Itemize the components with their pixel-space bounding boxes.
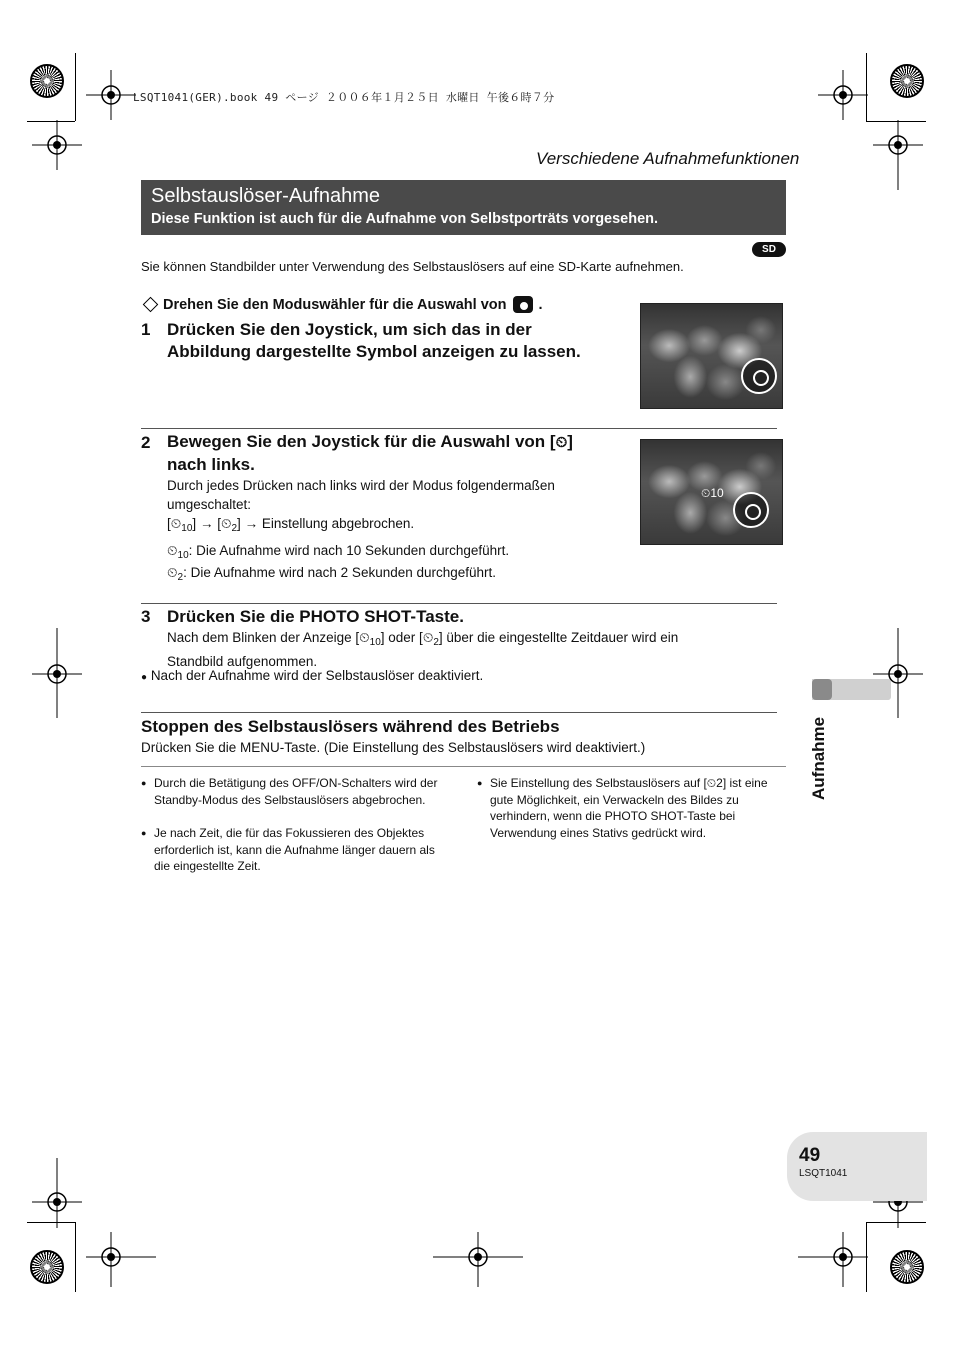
diamond-icon (143, 297, 159, 313)
timer-overlay-value: 10 (710, 486, 724, 500)
step-3-desc-line-1: Nach dem Blinken der Anzeige $[⏲_{10}]$ oder $[⏲_2]$ über die eingestellte Zeitdauer wird ein (167, 630, 679, 648)
registration-rosette (890, 1250, 924, 1284)
note-item (477, 775, 787, 841)
note-item (141, 775, 451, 808)
note-text: Durch die Betätigung des OFF/ON-Schalters wird der Standby-Modus des Selbstauslösers abgebrochen. (154, 776, 438, 807)
lcd-photo-2 (640, 439, 783, 545)
timer-icon: ⏲ (220, 516, 232, 531)
bullet-icon: ● (477, 778, 483, 788)
intro-text: Sie können Standbilder unter Verwendung des Selbstauslösers auf eine SD-Karte aufnehmen. (141, 259, 684, 274)
registration-rosette (30, 64, 64, 98)
page-code: LSQT1041 (799, 1168, 848, 1179)
note-text: Je nach Zeit, die für das Fokussieren des Objektes erforderlich ist, kann die Aufnahme länger dauern als die eingestellte Zeit. (154, 826, 435, 873)
chapter-tab (812, 679, 891, 700)
timer-subscript: 2 (177, 572, 184, 583)
step-1-line-2: Abbildung dargestellte Symbol anzeigen zu lassen. (167, 342, 581, 361)
section-label: Verschiedene Aufnahmefunktionen (536, 149, 800, 168)
timer-2-definition (167, 563, 496, 587)
step-3-bullet-text: Nach der Aufnahme wird der Selbstauslöser deaktiviert. (150, 668, 484, 683)
timer-icon: ⏲ (359, 630, 370, 645)
lcd-photo-1 (640, 303, 783, 409)
crosshair-mark (32, 120, 82, 170)
timer-icon: ⏲ (701, 486, 711, 500)
crosshair-mark (32, 1158, 82, 1228)
step-1-line-1: Drücken Sie den Joystick, um sich das in der (167, 320, 532, 339)
step-2-line-2: nach links. (167, 455, 255, 474)
crosshair-mark (798, 1232, 868, 1292)
step-3-desc-line-2: Standbild aufgenommen. (167, 654, 318, 669)
step-2-number: 2 (141, 433, 151, 452)
divider (141, 712, 777, 713)
crosshair-mark (433, 1232, 523, 1292)
joystick-dial-icon (733, 492, 769, 528)
note-text: Sie Einstellung des Selbstauslösers auf [⏲2] ist eine gute Möglichkeit, ein Verwackeln des Bildes zu verhindern, wenn die PHOTO SHOT-Taste bei Verwendung eines Stativs gedrückt wird. (490, 776, 768, 840)
crosshair-mark (32, 628, 82, 718)
camera-mode-icon (513, 296, 533, 313)
pre-step-text: Drehen Sie den Moduswähler für die Auswahl von (163, 296, 507, 313)
mode-sequence: $[⏲_{10}]$ → $[⏲_2]$ → Einstellung abgebrochen. (167, 516, 415, 534)
timer-icon: ⏲ (167, 543, 178, 558)
step-2-desc-line-2: umgeschaltet: (167, 497, 252, 512)
step-1-number: 1 (141, 320, 151, 339)
timer-icon: ⏲ (555, 434, 568, 451)
note-item (141, 825, 451, 875)
bullet-icon: ● (141, 672, 148, 683)
timer-subscript: 10 (177, 550, 189, 561)
pre-step-suffix: . (538, 296, 543, 313)
registration-rosette (890, 64, 924, 98)
title-banner (141, 180, 786, 235)
step-3-description (167, 628, 767, 671)
step-2-desc-line-1: Durch jedes Drücken nach links wird der Modus folgendermaßen (167, 478, 555, 493)
step-2-line-1: Bewegen Sie den Joystick für die Auswahl von [⏲] (167, 432, 573, 451)
step-2-text (167, 431, 573, 476)
page-subtitle: Diese Funktion ist auch für die Aufnahme von Selbstporträts vorgesehen. (151, 211, 659, 227)
page-title: Selbstauslöser-Aufnahme (151, 185, 381, 207)
timer-overlay (701, 486, 724, 501)
timer-icon: ⏲ (170, 516, 182, 531)
timer-10-definition (167, 541, 509, 565)
step-3-number: 3 (141, 607, 151, 626)
crosshair-mark (873, 120, 923, 190)
timer-subscript: 2 (231, 523, 238, 534)
crop-mark (75, 1222, 76, 1292)
registration-rosette (30, 1250, 64, 1284)
timer-10-text: : Die Aufnahme wird nach 10 Sekunden durchgeführt. (188, 543, 510, 558)
step-3-title: Drücken Sie die PHOTO SHOT-Taste. (167, 607, 464, 626)
timer-subscript: 10 (369, 637, 381, 648)
crosshair-mark (86, 1232, 156, 1292)
bullet-icon: ● (141, 828, 147, 838)
sequence-tail: → Einstellung abgebrochen. (244, 516, 415, 531)
joystick-dial-icon (741, 358, 777, 394)
timer-subscript: 2 (433, 637, 439, 648)
page-number: 49 (799, 1145, 821, 1166)
divider (141, 428, 777, 429)
step-1-text (167, 319, 581, 363)
crosshair-mark (86, 70, 136, 120)
print-header: LSQT1041(GER).book 49 ページ ２００６年１月２５日 水曜日 午後６時７分 (133, 91, 555, 104)
timer-2-text: : Die Aufnahme wird nach 2 Sekunden durchgeführt. (183, 565, 497, 580)
divider (141, 603, 777, 604)
crosshair-mark (818, 70, 868, 120)
timer-icon: ⏲ (422, 630, 434, 645)
pre-step (141, 296, 543, 313)
chapter-label: Aufnahme (809, 716, 828, 800)
sd-badge: SD (752, 242, 786, 257)
timer-icon: ⏲ (167, 565, 178, 580)
step-3-bullet (141, 666, 483, 687)
timer-subscript: 10 (181, 523, 193, 534)
arrow-icon: → (199, 516, 214, 531)
notes-divider (141, 766, 786, 767)
bullet-icon: ● (141, 778, 147, 788)
stop-heading: Stoppen des Selbstauslösers während des Betriebs (141, 717, 560, 736)
step-2-description (167, 476, 627, 538)
crosshair-mark (873, 628, 923, 718)
stop-text: Drücken Sie die MENU-Taste. (Die Einstellung des Selbstauslösers wird deaktiviert.) (141, 740, 646, 755)
crop-mark (75, 53, 76, 121)
